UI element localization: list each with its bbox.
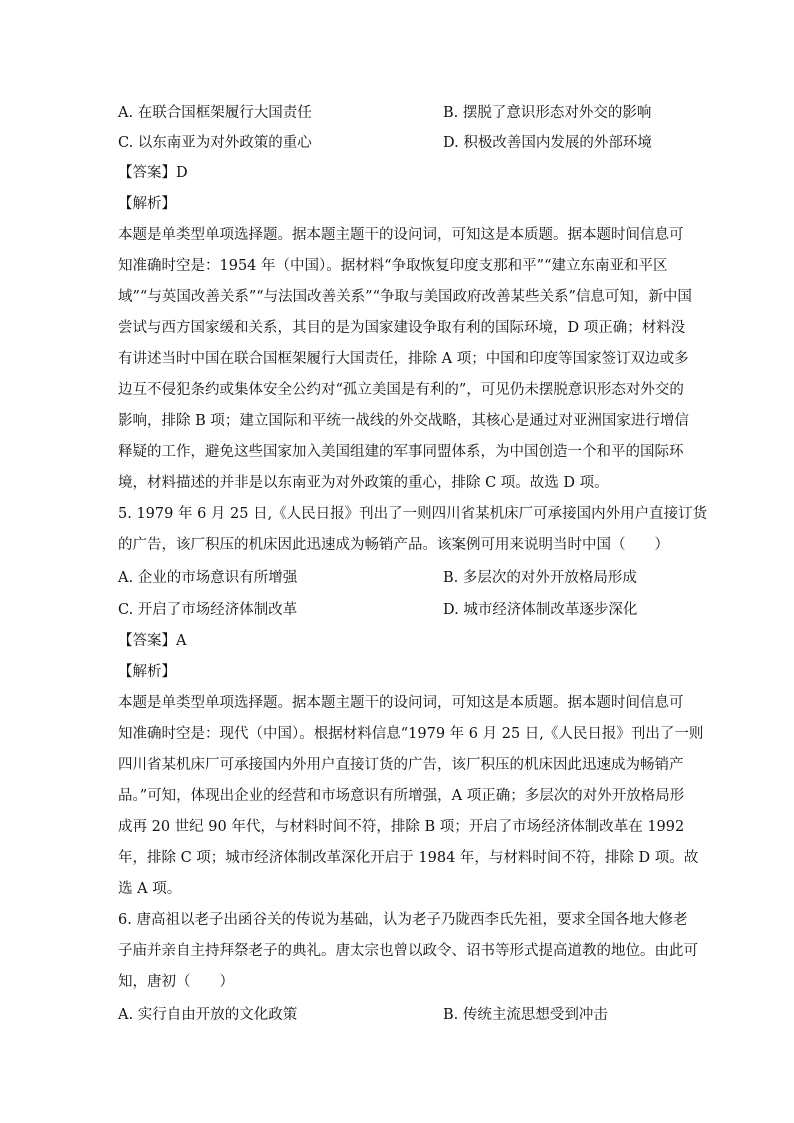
q4-option-c: C. 以东南亚为对外政策的重心 <box>118 135 312 151</box>
q4-analysis-line: 本题是单类型单项选择题。据本题主题干的设问词，可知这是本质题。据本题时间信息可 <box>118 227 684 243</box>
q4-option-d: D. 积极改善国内发展的外部环境 <box>443 135 652 151</box>
q5-option-b: B. 多层次的对外开放格局形成 <box>443 570 637 586</box>
q5-stem-line: 的广告，该厂积压的机床因此迅速成为畅销产品。该案例可用来说明当时中国（ ） <box>118 537 669 553</box>
q4-answer: 【答案】D <box>118 165 188 181</box>
q5-option-c: C. 开启了市场经济体制改革 <box>118 602 298 618</box>
q4-analysis-line: 境，材料描述的并非是以东南亚为对外政策的重心，排除 C 项。故选 D 项。 <box>118 475 609 491</box>
q6-option-a: A. 实行自由开放的文化政策 <box>118 1007 298 1023</box>
q6-option-b: B. 传统主流思想受到冲击 <box>443 1007 608 1023</box>
q4-analysis-line: 有讲述当时中国在联合国框架履行大国责任，排除 A 项；中国和印度等国家签订双边或多 <box>118 351 689 367</box>
q4-analysis-line: 尝试与西方国家缓和关系，其目的是为国家建设争取有利的国际环境，D 项正确；材料没 <box>118 320 686 336</box>
q4-analysis-line: 影响，排除 B 项；建立国际和平统一战线的外交战略，其核心是通过对亚洲国家进行增信 <box>118 413 689 429</box>
q6-stem-line: 6. 唐高祖以老子出函谷关的传说为基础，认为老子乃陇西李氏先祖，要求全国各地大修老 <box>118 912 688 928</box>
q5-analysis-label: 【解析】 <box>118 664 176 680</box>
q5-analysis-line: 年，排除 C 项；城市经济体制改革深化开启于 1984 年，与材料时间不符，排除 D 项。故 <box>118 850 699 866</box>
q5-answer: 【答案】A <box>118 633 187 649</box>
q4-analysis-label: 【解析】 <box>118 196 176 212</box>
q5-stem-line: 5. 1979 年 6 月 25 日,《人民日报》刊出了一则四川省某机床厂可承接国内外用户直接订货 <box>118 506 708 522</box>
q5-analysis-line: 知准确时空是：现代（中国）。根据材料信息“1979 年 6 月 25 日,《人民日报》刊出了一则 <box>118 726 704 742</box>
q6-stem-line: 知，唐初（ ） <box>118 974 234 990</box>
q5-analysis-line: 成再 20 世纪 90 年代，与材料时间不符，排除 B 项；开启了市场经济体制改革在 1992 <box>118 819 685 835</box>
q5-analysis-line: 品。”可知，体现出企业的经营和市场意识有所增强，A 项正确；多层次的对外开放格局形 <box>118 788 685 804</box>
q5-option-a: A. 企业的市场意识有所增强 <box>118 570 298 586</box>
q5-analysis-line: 选 A 项。 <box>118 881 182 897</box>
q4-analysis-line: 释疑的工作，避免这些国家加入美国组建的军事同盟体系，为中国创造一个和平的国际环 <box>118 444 684 460</box>
q5-analysis-line: 四川省某机床厂可承接国内外用户直接订货的广告，该厂积压的机床因此迅速成为畅销产 <box>118 757 684 773</box>
q4-analysis-line: 域”“与英国改善关系”“与法国改善关系”“争取与美国政府改善某些关系”信息可知，新中国 <box>118 289 692 305</box>
q4-analysis-line: 知准确时空是：1954 年（中国）。据材料“争取恢复印度支那和平”“建立东南亚和平区 <box>118 258 668 274</box>
q5-option-d: D. 城市经济体制改革逐步深化 <box>443 602 638 618</box>
q4-option-a: A. 在联合国框架履行大国责任 <box>118 105 312 121</box>
q4-analysis-line: 边互不侵犯条约或集体安全公约对“孤立美国是有利的”，可见仍未摆脱意识形态对外交的 <box>118 382 684 398</box>
q6-stem-line: 子庙并亲自主持拜祭老子的典礼。唐太宗也曾以政令、诏书等形式提高道教的地位。由此可 <box>118 943 698 959</box>
q4-option-b: B. 摆脱了意识形态对外交的影响 <box>443 105 652 121</box>
q5-analysis-line: 本题是单类型单项选择题。据本题主题干的设问词，可知这是本质题。据本题时间信息可 <box>118 695 684 711</box>
